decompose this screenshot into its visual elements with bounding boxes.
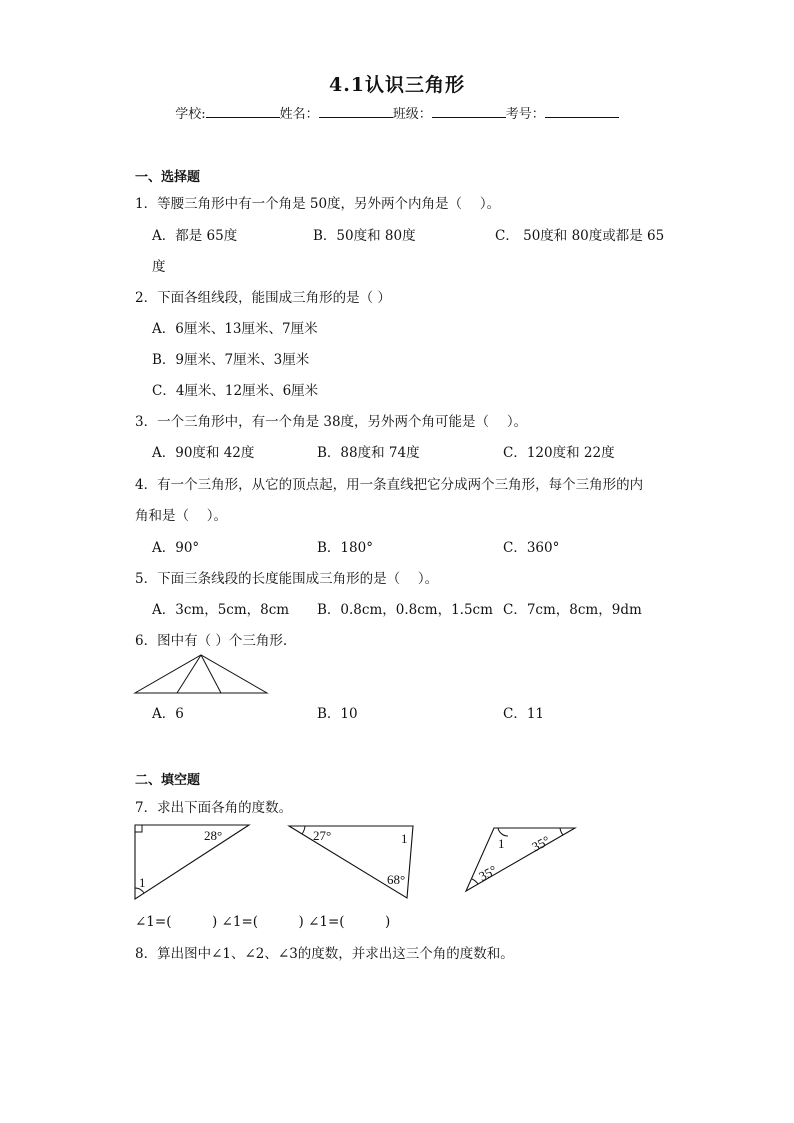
q1-option-a[interactable]: A．都是 65度 (152, 228, 238, 244)
section-heading-fill-blank: 二、填空题 (135, 773, 201, 788)
name-label: 姓名： (279, 107, 319, 122)
question-4-line-2: 角和是（ ）。 (135, 508, 228, 524)
q7-fig1-angle-28: 28° (204, 828, 223, 843)
q7-fig3-angle-1: 1 (498, 836, 505, 851)
q2-option-a[interactable]: A．6厘米、13厘米、7厘米 (152, 321, 318, 337)
q6-triangle-figure (133, 652, 271, 696)
question-7: 7．求出下面各角的度数。 (135, 800, 293, 816)
q5-option-b[interactable]: B．0.8cm，0.8cm，1.5cm (317, 602, 493, 618)
q6-option-b[interactable]: B．10 (317, 706, 358, 722)
question-3: 3．一个三角形中，有一个角是 38度，另外两个角可能是（ ）。 (135, 414, 528, 430)
q7-figure-1-right-triangle (128, 822, 258, 904)
q3-option-a[interactable]: A．90度和 42度 (152, 445, 255, 461)
q7-fig1-angle-1: 1 (139, 875, 146, 890)
question-4-line-1: 4．有一个三角形，从它的顶点起，用一条直线把它分成两个三角形，每个三角形的内 (135, 477, 644, 493)
q7-figure-3-triangle (461, 822, 581, 896)
q7-fig2-angle-68: 68° (387, 872, 406, 887)
class-label: 班级： (392, 107, 432, 122)
school-blank[interactable] (206, 105, 280, 118)
q4-option-c[interactable]: C．360° (503, 540, 560, 556)
q1-option-c-continued: 度 (152, 259, 166, 275)
q4-option-b[interactable]: B．180° (317, 540, 373, 556)
exam-number-label: 考号： (505, 107, 545, 122)
q2-option-b[interactable]: B．9厘米、7厘米、3厘米 (152, 352, 310, 368)
name-blank[interactable] (319, 105, 393, 118)
question-1: 1．等腰三角形中有一个角是 50度，另外两个内角是（ ）。 (135, 196, 501, 212)
q7-figure-2-triangle (283, 822, 423, 904)
q5-option-a[interactable]: A．3cm，5cm，8cm (152, 602, 290, 618)
q1-option-b[interactable]: B．50度和 80度 (313, 228, 416, 244)
q2-option-c[interactable]: C．4厘米、12厘米、6厘米 (152, 383, 319, 399)
q6-inner-line-1 (177, 655, 201, 693)
exam-number-blank[interactable] (545, 105, 619, 118)
question-8: 8．算出图中∠1、∠2、∠3的度数，并求出这三个角的度数和。 (135, 946, 514, 962)
q4-option-a[interactable]: A．90° (152, 540, 200, 556)
q3-option-c[interactable]: C．120度和 22度 (503, 445, 615, 461)
q6-option-a[interactable]: A．6 (152, 706, 184, 722)
student-info-line (0, 103, 794, 122)
q7-fig3-angle-35-right: 35° (529, 832, 553, 855)
section-heading-choice: 一、选择题 (135, 170, 201, 185)
school-label: 学校: (175, 107, 206, 122)
q7-fig2-angle-27: 27° (313, 828, 332, 843)
q7-fig2-angle-1: 1 (401, 831, 408, 846)
q6-option-c[interactable]: C．11 (503, 706, 545, 722)
q7-answer-blanks[interactable]: ∠1=( ) ∠1=( ) ∠1=( ) (135, 914, 391, 930)
q3-option-b[interactable]: B．88度和 74度 (317, 445, 420, 461)
q1-option-c[interactable]: C． 50度和 80度或都是 65 (495, 228, 665, 244)
q6-outer-triangle (135, 655, 267, 693)
page-title: 4.1认识三角形 (328, 74, 466, 96)
question-6: 6．图中有（ ）个三角形. (135, 633, 288, 649)
q7-fig3-angle-35-left: 35° (476, 862, 500, 884)
class-blank[interactable] (432, 105, 506, 118)
question-2: 2．下面各组线段，能围成三角形的是（ ） (135, 290, 391, 306)
question-5: 5．下面三条线段的长度能围成三角形的是（ ）。 (135, 571, 439, 587)
q5-option-c[interactable]: C．7cm，8cm，9dm (503, 602, 642, 618)
